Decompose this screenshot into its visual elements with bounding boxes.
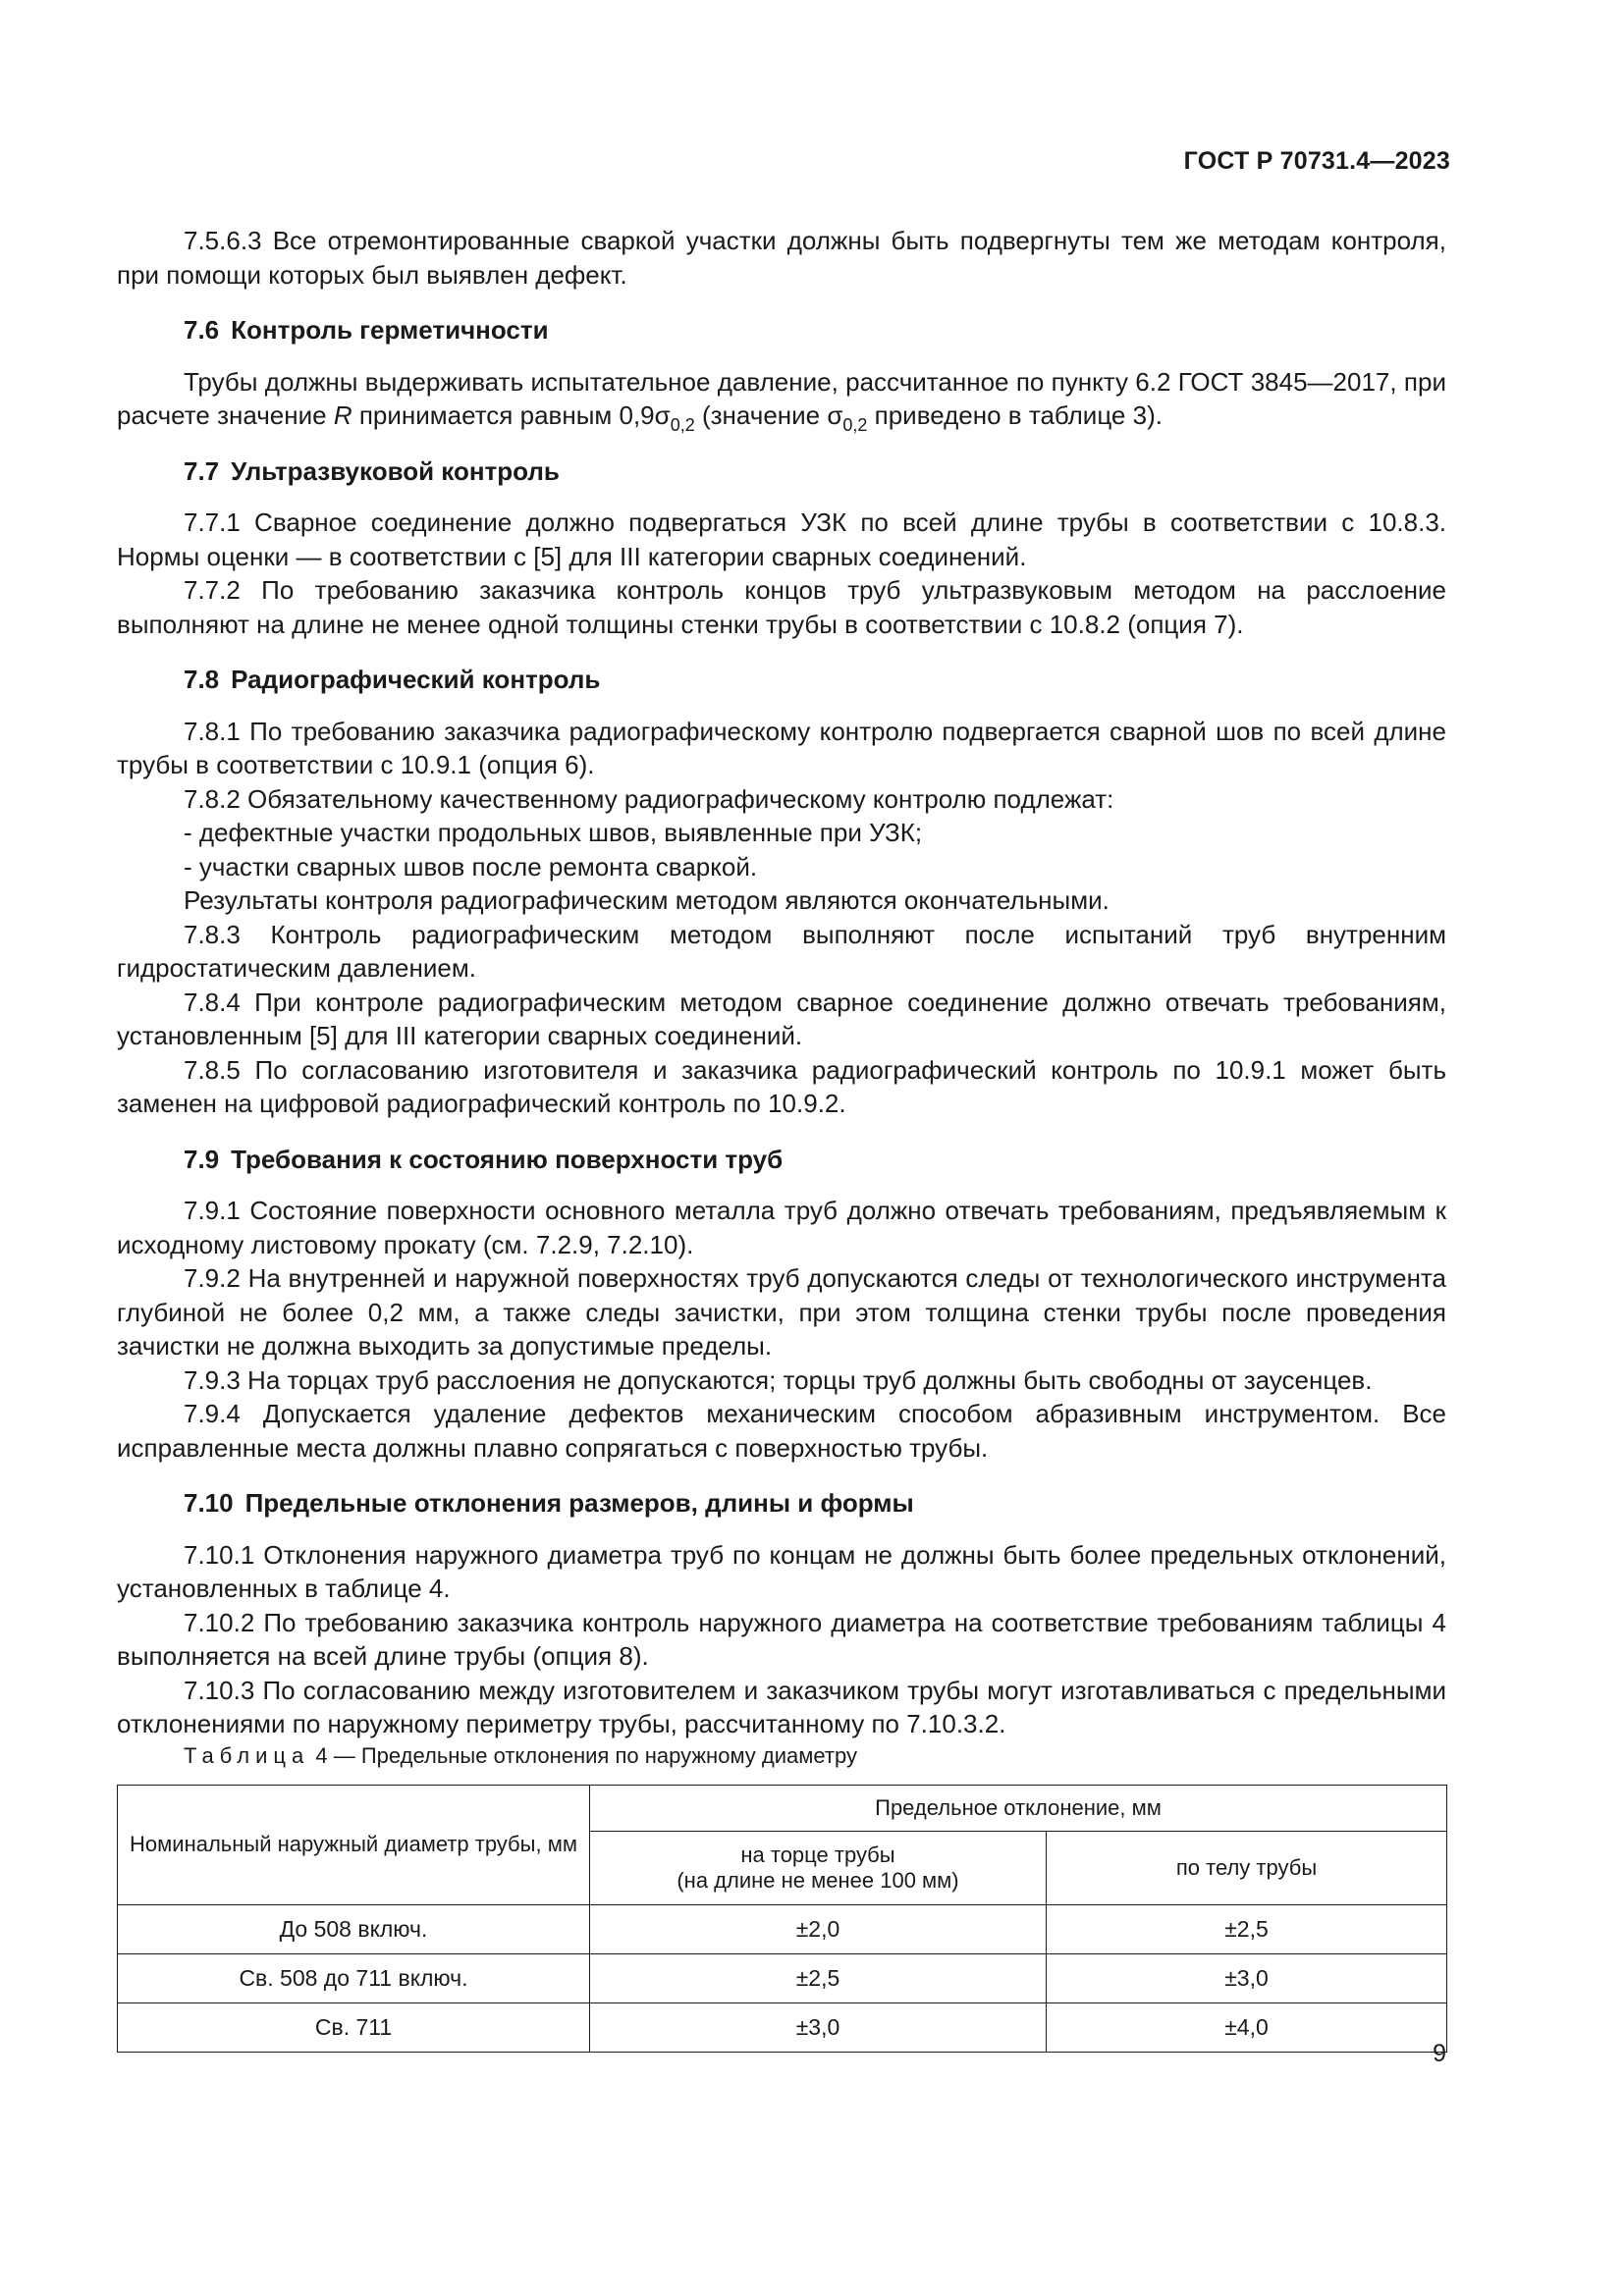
paragraph: 7.10.3 По согласованию между изготовителем и заказчиком трубы могут изготавливаться с предельными отклонениями по наружному периметру трубы, рассчитанному по 7.10.3.2. xyxy=(117,1675,1446,1738)
cell-end-deviation: ±2,0 xyxy=(590,1904,1047,1953)
paragraph: Результаты контроля радиографическим методом являются окончательными. xyxy=(184,885,1110,915)
table-row xyxy=(118,2002,1447,2052)
cell-body-deviation: ±4,0 xyxy=(1047,2002,1447,2052)
deviation-table xyxy=(117,1785,1447,2053)
cell-body-deviation: ±3,0 xyxy=(1047,1953,1447,2002)
cell-end-deviation: ±3,0 xyxy=(590,2002,1047,2052)
section-heading xyxy=(117,1143,1446,1177)
cell-diameter: До 508 включ. xyxy=(118,1904,590,1953)
paragraph-part: 0,2 xyxy=(842,415,868,435)
paragraph-part: принимается равным 0,9σ xyxy=(352,400,671,430)
paragraph: 7.9.1 Состояние поверхности основного металла труб должно отвечать требованиям, предъявляемым к исходному листовому прокату (см. 7.2.9, 7.2.10). xyxy=(117,1196,1446,1259)
header-limit-deviation: Предельное отклонение, мм xyxy=(590,1785,1447,1831)
table-row xyxy=(118,1953,1447,2002)
section-title: Ультразвуковой контроль xyxy=(231,455,560,486)
header-pipe-body: по телу трубы xyxy=(1047,1831,1447,1904)
table-caption-text: 4 — Предельные отклонения по наружному диаметру xyxy=(309,1742,857,1768)
paragraph: - дефектные участки продольных швов, выявленные при УЗК; xyxy=(184,818,923,847)
header-pipe-end-line2: (на длине не менее 100 мм) xyxy=(677,1867,959,1893)
cell-body-deviation: ±2,5 xyxy=(1047,1904,1447,1953)
section-heading xyxy=(117,663,1446,697)
section-title: Требования к состоянию поверхности труб xyxy=(231,1144,784,1174)
paragraph: - участки сварных швов после ремонта сваркой. xyxy=(184,851,758,881)
paragraph: 7.8.3 Контроль радиографическим методом выполняют после испытаний труб внутренним гидростатическим давлением. xyxy=(117,919,1446,983)
section-title: Предельные отклонения размеров, длины и формы xyxy=(244,1488,914,1518)
section-heading xyxy=(117,454,1446,489)
paragraph-part: Трубы должны выдерживать испытательное давление, рассчитанное по пункту 6.2 ГОСТ 3845—2017, при расчете значение xyxy=(117,366,1446,430)
header-pipe-end xyxy=(590,1831,1047,1904)
section-title: Радиографический контроль xyxy=(231,665,601,694)
paragraph: 7.10.1 Отклонения наружного диаметра труб по концам не должны быть более предельных отклонений, установленных в таблице 4. xyxy=(117,1539,1446,1603)
section-number: 7.7 xyxy=(184,455,220,486)
section-number: 7.9 xyxy=(184,1144,220,1174)
paragraph: 7.8.2 Обязательному качественному радиографическому контролю подлежат: xyxy=(184,783,1114,814)
paragraph: 7.9.2 На внутренней и наружной поверхностях труб допускаются следы от технологического инструмента глубиной не более 0,2 мм, а также следы зачистки, при этом толщина стенки трубы после проведения зачистки не должна выходить за допустимые пределы. xyxy=(117,1263,1446,1361)
paragraph: 7.10.2 По требованию заказчика контроль наружного диаметра на соответствие требованиям таблицы 4 выполняется на всей длине трубы (опция 8). xyxy=(117,1607,1446,1671)
paragraph-part: 0,2 xyxy=(670,415,695,435)
paragraph: 7.8.4 При контроле радиографическим методом сварное соединение должно отвечать требованиям, установленным [5] для III категории сварных соединений. xyxy=(117,987,1446,1050)
section-number: 7.10 xyxy=(184,1488,234,1518)
cell-end-deviation: ±2,5 xyxy=(590,1953,1047,2002)
document-body xyxy=(117,224,1446,2053)
section-title: Контроль герметичности xyxy=(231,315,549,345)
paragraph: 7.9.4 Допускается удаление дефектов механическим способом абразивным инструментом. Все исправленные места должны плавно сопрягаться с поверхностью трубы. xyxy=(117,1399,1446,1463)
section-heading xyxy=(117,1486,1446,1521)
paragraph: 7.7.1 Сварное соединение должно подвергаться УЗК по всей длине трубы в соответствии с 10.8.3. Нормы оценки — в соответствии с [5] для III категории сварных соединений. xyxy=(117,507,1446,571)
page-number: 9 xyxy=(1433,2040,1446,2067)
section-number: 7.8 xyxy=(184,665,220,694)
paragraph xyxy=(117,365,1446,433)
paragraph: 7.8.5 По согласованию изготовителя и заказчика радиографический контроль по 10.9.1 может быть заменен на цифровой радиографический контроль по 10.9.2. xyxy=(117,1054,1446,1118)
paragraph: 7.8.1 По требованию заказчика радиографическому контролю подвергается сварной шов по всей длине трубы в соответствии с 10.9.1 (опция 6). xyxy=(117,716,1446,779)
section-number: 7.6 xyxy=(184,315,220,345)
paragraph: 7.7.2 По требованию заказчика контроль концов труб ультразвуковым методом на расслоение выполняют на длине не менее одной толщины стенки трубы в соответствии с 10.8.2 (опция 7). xyxy=(117,575,1446,639)
table-caption-label: Таблица xyxy=(184,1742,310,1768)
standard-designation: ГОСТ Р 70731.4—2023 xyxy=(1183,147,1450,175)
paragraph-part: R xyxy=(333,400,352,430)
table-row xyxy=(118,1904,1447,1953)
text-blocks xyxy=(117,224,1446,1741)
header-pipe-end-line1: на торце трубы xyxy=(740,1842,895,1867)
paragraph-part: (значение σ xyxy=(694,400,843,430)
header-nominal-diameter: Номинальный наружный диаметр трубы, мм xyxy=(118,1785,590,1904)
paragraph: 7.9.3 На торцах труб расслоения не допускаются; торцы труб должны быть свободны от заусенцев. xyxy=(184,1364,1373,1395)
cell-diameter: Св. 508 до 711 включ. xyxy=(118,1953,590,2002)
table-caption xyxy=(117,1741,1446,1771)
paragraph-part: приведено в таблице 3). xyxy=(867,400,1163,430)
section-heading xyxy=(117,313,1446,347)
paragraph: 7.5.6.3 Все отремонтированные сваркой участки должны быть подвергнуты тем же методам контроля, при помощи которых был выявлен дефект. xyxy=(117,226,1446,290)
cell-diameter: Св. 711 xyxy=(118,2002,590,2052)
